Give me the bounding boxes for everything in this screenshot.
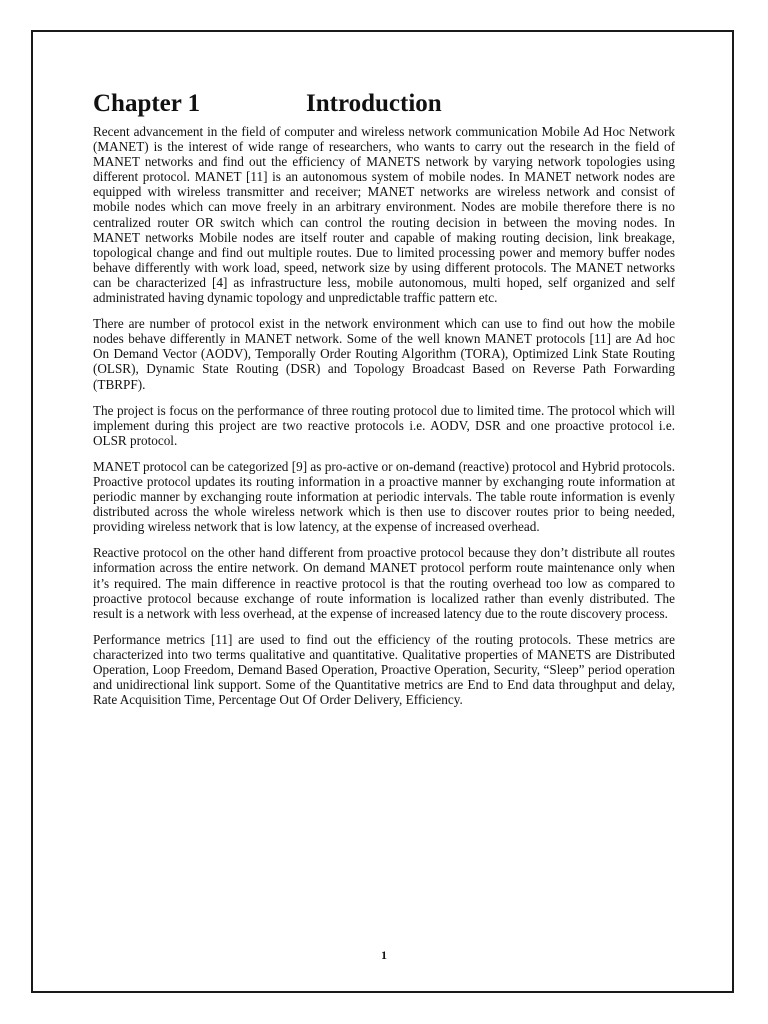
paragraph-project-focus: The project is focus on the performance of three routing protocol due to limited time. The protocol which will implement during this project are two reactive protocols i.e. AODV, DSR and one proactive protocol i.e. OLSR protocol. [93, 402, 675, 448]
page-content [93, 88, 675, 718]
page-number: 1 [381, 948, 387, 962]
paragraph-categories: MANET protocol can be categorized [9] as pro-active or on-demand (reactive) protocol and Hybrid protocols. Proactive protocol updates its routing information in a proactive manner by exchanging route information at periodic manner by exchanging route information at periodic intervals. The table route information is evenly distributed across the whole wireless network which is then use to discover routes prior to being needed, providing wireless network that is low latency, at the expense of increased overhead. [93, 458, 675, 535]
chapter-number: Chapter 1 [93, 90, 201, 117]
paragraph-metrics: Performance metrics [11] are used to find out the efficiency of the routing protocols. These metrics are characterized into two terms qualitative and quantitative. Qualitative properties of MANETS are Distributed Operation, Loop Freedom, Demand Based Operation, Proactive Operation, Security, “Sleep” period operation and unidirectional link support. Some of the Quantitative metrics are End to End data throughput and delay, Rate Acquisition Time, Percentage Out Of Order Delivery, Efficiency. [93, 631, 675, 708]
chapter-title: Introduction [306, 90, 442, 117]
paragraph-intro: Recent advancement in the field of computer and wireless network communication Mobile Ad Hoc Network (MANET) is the interest of wide range of researchers, who wants to carry out the research in the field of MANET networks and find out the efficiency of MANETS network by varying network topologies using different protocol. MANET [11] is an autonomous system of mobile nodes. In MANET network nodes are equipped with wireless transmitter and receiver; MANET networks are wireless network and consist of mobile nodes which can move freely in an arbitrary environment. Nodes are mobile therefore there is no centralized router OR switch which can control the routing decision in between the moving nodes. In MANET networks Mobile nodes are itself router and capable of making routing decision, link breakage, topological change and find out multiple routes. Due to limited processing power and memory buffer nodes behave differently with work load, speed, network size by using different protocols. The MANET networks can be characterized [4] as infrastructure less, mobile autonomous, multi hoped, self organized and self administrated having dynamic topology and unpredictable traffic pattern etc. [93, 124, 675, 306]
paragraph-protocols: There are number of protocol exist in the network environment which can use to find out how the mobile nodes behave differently in MANET network. Some of the well known MANET protocols [11] are Ad hoc On Demand Vector (AODV), Temporally Order Routing Algorithm (TORA), Optimized Link State Routing (OLSR), Dynamic State Routing (DSR) and Topology Broadcast Based on Reverse Path Forwarding (TBRPF). [93, 316, 675, 392]
chapter-heading [93, 88, 675, 120]
paragraph-reactive: Reactive protocol on the other hand different from proactive protocol because they don’t distribute all routes information across the entire network. On demand MANET protocol perform route maintenance only when it’s required. The main difference in reactive protocol is that the routing overhead too low as compared to proactive protocol because exchange of route information is localized rather than evenly distributed. The result is a network with less overhead, at the expense of increased latency due to the route discovery process. [93, 545, 675, 621]
